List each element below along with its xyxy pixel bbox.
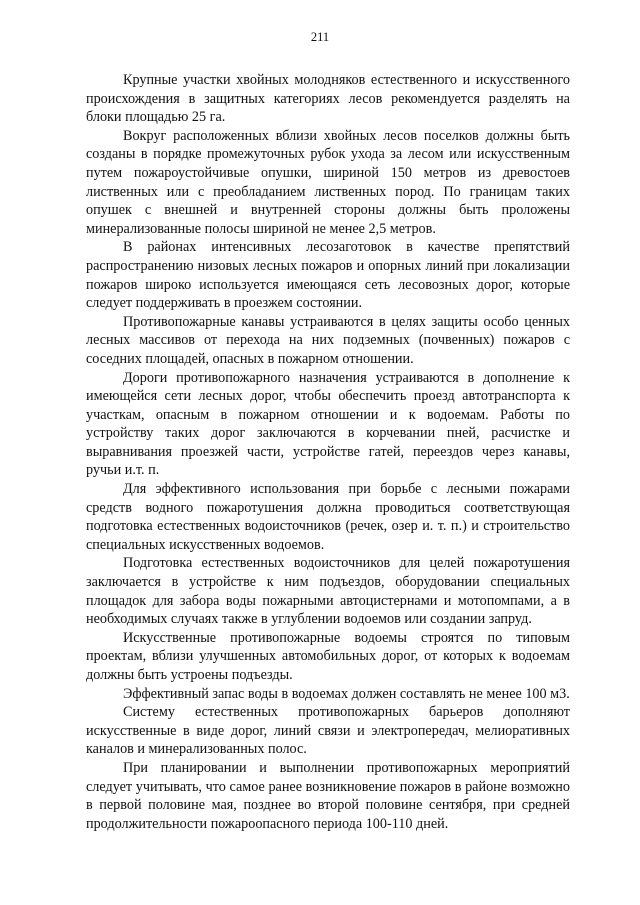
paragraph-11: При планировании и выполнении противопожарных мероприятий следует учитывать, что самое ранее возникновение пожаров в районе возможно в первой половине мая, позднее во второй половине сентября, при средней продолжительности пожароопасного периода 100-110 дней. (86, 759, 570, 832)
body-text (86, 71, 570, 833)
page-number: 211 (310, 30, 330, 44)
paragraph-9: Эффективный запас воды в водоемах должен составлять не менее 100 м3. (123, 685, 570, 702)
paragraph-4: Противопожарные канавы устраиваются в целях защиты особо ценных лесных массивов от перехода на них подземных (почвенных) пожаров с соседних площадей, опасных в пожарном отношении. (86, 313, 570, 367)
paragraph-3: В районах интенсивных лесозаготовок в качестве препятствий распространению низовых лесных пожаров и опорных линий при локализации пожаров широко используется имеющаяся сеть лесовозных дорог, которые следует поддерживать в проезжем состоянии. (86, 239, 570, 312)
paragraph-5: Дороги противопожарного назначения устраиваются в дополнение к имеющейся сети лесных дорог, чтобы обеспечить проезд автотранспорта к участкам, опасным в пожарном отношении и к водоемам. Работы по устройству таких дорог заключаются в корчевании пней, расчистке и выравнивания проезжей части, устройстве гатей, переездов через канавы, ручьи и.т. п. (86, 369, 570, 479)
paragraph-1: Крупные участки хвойных молодняков естественного и искусственного происхождения в защитных категориях лесов рекомендуется разделять на блоки площадью 25 га. (86, 72, 570, 126)
paragraph-8: Искусственные противопожарные водоемы строятся по типовым проектам, вблизи улучшенных автомобильных дорог, от которых к водоемам должны быть устроены подъезды. (86, 629, 570, 683)
paragraph-10: Систему естественных противопожарных барьеров дополняют искусственные в виде дорог, линий связи и электропередач, мелиоративных каналов и минерализованных полос. (86, 704, 570, 758)
paragraph-7: Подготовка естественных водоисточников для целей пожаротушения заключается в устройстве к ним подъездов, оборудовании специальных площадок для забора воды пожарными автоцистернами и мотопомпами, а в необходимых случаях также в углублении водоемов или создании запруд. (86, 555, 570, 628)
paragraph-6: Для эффективного использования при борьбе с лесными пожарами средств водного пожаротушения должна проводиться соответствующая подготовка естественных водоисточников (речек, озер и. т. п.) и строительство специальных искусственных водоемов. (86, 481, 570, 553)
paragraph-2: Вокруг расположенных вблизи хвойных лесов поселков должны быть созданы в порядке промежуточных рубок ухода за лесом или искусственным путем пожароустойчивые опушки, шириной 150 метров из древостоев лиственных или с преобладанием лиственных пород. По границам таких опушек с внешней и внутренней стороны должны быть проложены минерализованные полосы шириной не менее 2,5 метров. (86, 127, 570, 237)
